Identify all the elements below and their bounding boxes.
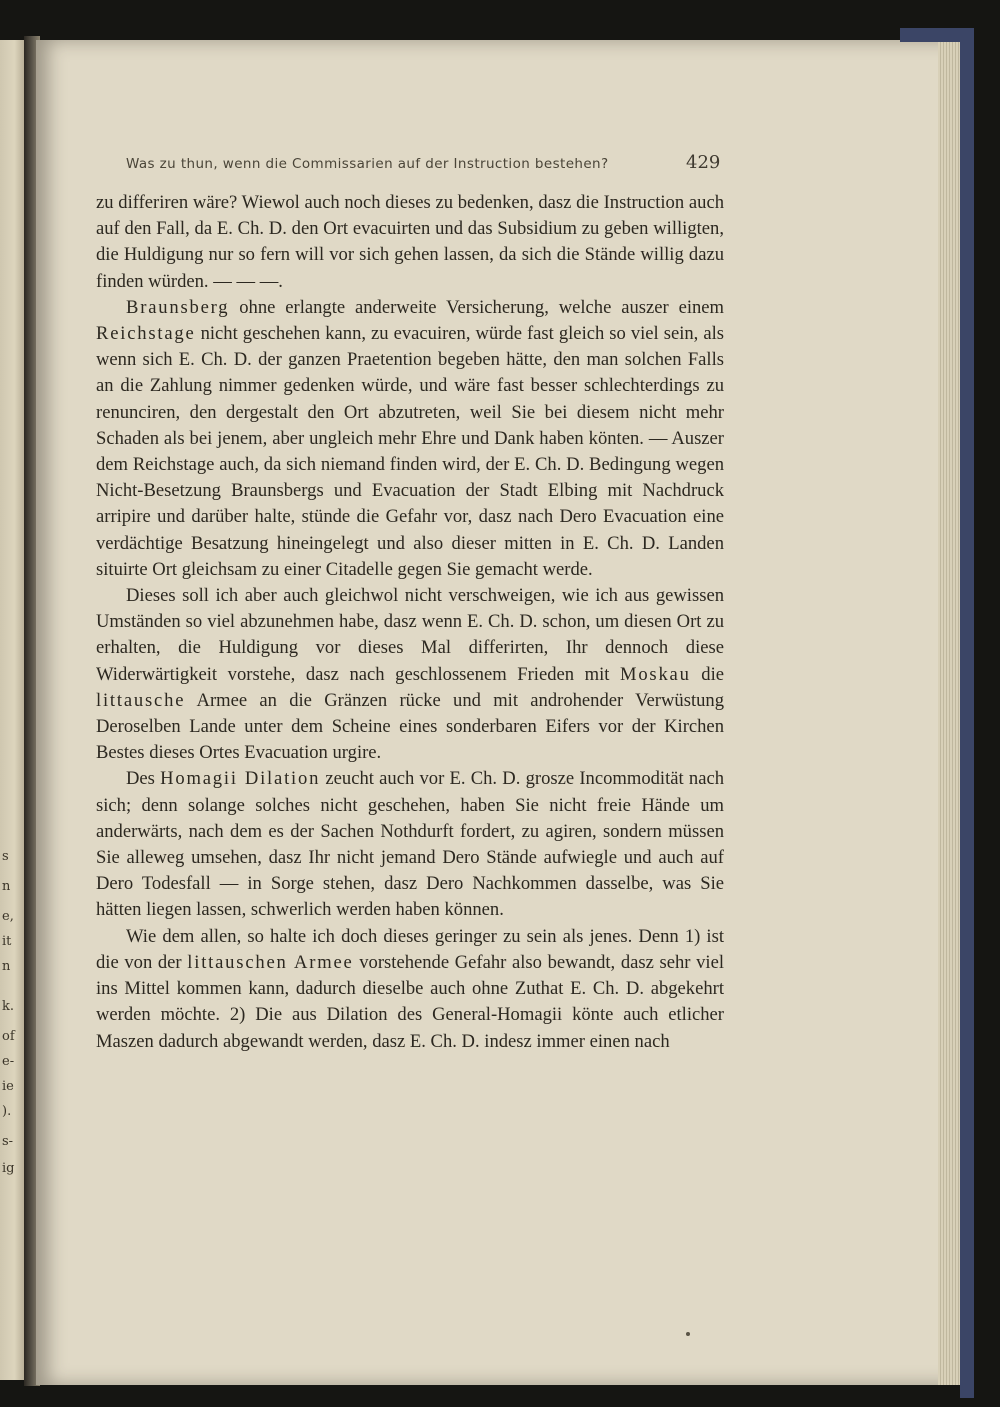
paragraph-p2: [96, 295, 724, 583]
emphasized-text: Braunsberg: [126, 296, 230, 318]
text-segment: Des: [126, 768, 161, 790]
text-segment: Dieses soll ich aber auch gleichwol nicht verschweigen, wie ich aus gewissen Umständen so viel abzunehmen habe, dasz wenn E. Ch. D. schon, um diesen Ort zu erhalten, die Huldigung vor dieses Mal differirten, Ihr dennoch diese Widerwärtigkeit vorstehe, dasz nach geschlossenem Frieden mit: [96, 585, 724, 685]
left-page-fragment: n: [2, 879, 11, 894]
emphasized-text: littausche: [96, 689, 186, 711]
left-page-fragment: it: [2, 934, 12, 949]
left-page-fragment: e,: [2, 909, 14, 924]
paragraph-p4: [96, 766, 724, 923]
left-page-fragment: s-: [2, 1134, 14, 1149]
left-page-fragment: ).: [2, 1104, 12, 1119]
text-segment: nicht geschehen kann, zu evacuiren, würde fast gleich so viel sein, als wenn sich E. Ch. D. der ganzen Praetention begeben hätte, den man solchen Falls an die Zahlung nimmer gedenken würde, und wäre fast besser schlechterdings zu renunciren, den dergestalt den Ort abzutreten, weil Sie bei diesem nicht mehr Schaden als bei jenem, aber ungleich mehr Ehre und Dank haben könten. — Auszer dem Reichstage auch, da sich niemand finden wird, der E. Ch. D. Bedingung wegen Nicht-Besetzung Braunsbergs und Evacuation der Stadt Elbing mit Nachdruck arripire und darüber halte, stünde die Gefahr vor, dasz nach Dero Evacuation eine verdächtige Besatzung hineingelegt und also dieser mitten in E. Ch. D. Landen situirte Ort gleichsam zu einer Citadelle gegen Sie gemacht werde.: [96, 323, 724, 580]
emphasized-text: Reichstage: [96, 323, 196, 345]
paper-speck: [686, 1332, 690, 1336]
paragraph-p5: [96, 924, 724, 1055]
text-segment: ohne erlangte anderweite Versicherung, welche auszer einem: [229, 296, 724, 318]
left-page-fragment: k.: [2, 999, 15, 1014]
left-page-fragment: ig: [2, 1161, 15, 1176]
left-page-fragment: n: [2, 959, 11, 974]
text-segment: Armee an die Gränzen rücke und mit androhender Verwüstung Deroselben Lande unter dem Scheine eines sonderbaren Eifers vor der Kirchen Bestes dieses Ortes Evacuation urgire.: [96, 689, 724, 764]
page-body-text: [96, 190, 724, 1055]
left-facing-page: [0, 40, 24, 1380]
text-segment: Wie dem allen, so halte ich doch dieses geringer zu sein als jenes. Denn 1) ist die von der: [96, 925, 724, 973]
left-page-fragment: of: [2, 1029, 15, 1044]
text-segment: vorstehende Gefahr also bewandt, dasz sehr viel ins Mittel kommen kann, dadurch dieselbe auch ohne Zuthat E. Ch. D. abgekehrt werden möchte. 2) Die aus Dilation des General-Homagii könte auch etlicher Maszen dadurch abgewandt werden, dasz E. Ch. D. indesz immer einen nach: [96, 951, 725, 1052]
left-page-fragment: s: [2, 849, 9, 864]
left-page-fragment: ie: [2, 1079, 14, 1094]
paragraph-p3: [96, 583, 724, 766]
book-page: [36, 40, 948, 1385]
paragraph-p1: [96, 190, 724, 295]
emphasized-text: littauschen Armee: [187, 951, 354, 973]
emphasized-text: Moskau: [619, 663, 691, 685]
running-header: Was zu thun, wenn die Commissarien auf der Instruction bestehen?: [126, 156, 609, 172]
text-segment: die: [690, 663, 724, 685]
text-segment: zu differiren wäre? Wiewol auch noch dieses zu bedenken, dasz die Instruction auch auf den Fall, da E. Ch. D. den Ort evacuirten und das Subsidium zu geben willigten, die Huldigung nur so fern will vor sich gehen lassen, da sich die Stände willig dazu finden würden. — — —.: [96, 192, 724, 292]
page-number: 429: [686, 152, 721, 173]
emphasized-text: Homagii Dilation: [160, 768, 321, 790]
book-cover-spine: [960, 28, 974, 1398]
left-page-fragment: e-: [2, 1054, 15, 1069]
text-segment: zeucht auch vor E. Ch. D. grosze Incommodität nach sich; denn solange solches nicht geschehen, haben Sie nicht freie Hände um anderwärts, nach dem es der Sachen Nothdurft fordert, zu agiren, sondern müssen Sie alleweg umsehen, dasz Ihr nicht jemand Dero Stände aufwiegle und auch auf Dero Todesfall — in Sorge stehen, dasz Dero Nachkommen dasselbe, was Sie hätten liegen lassen, schwerlich werden haben können.: [96, 768, 724, 921]
